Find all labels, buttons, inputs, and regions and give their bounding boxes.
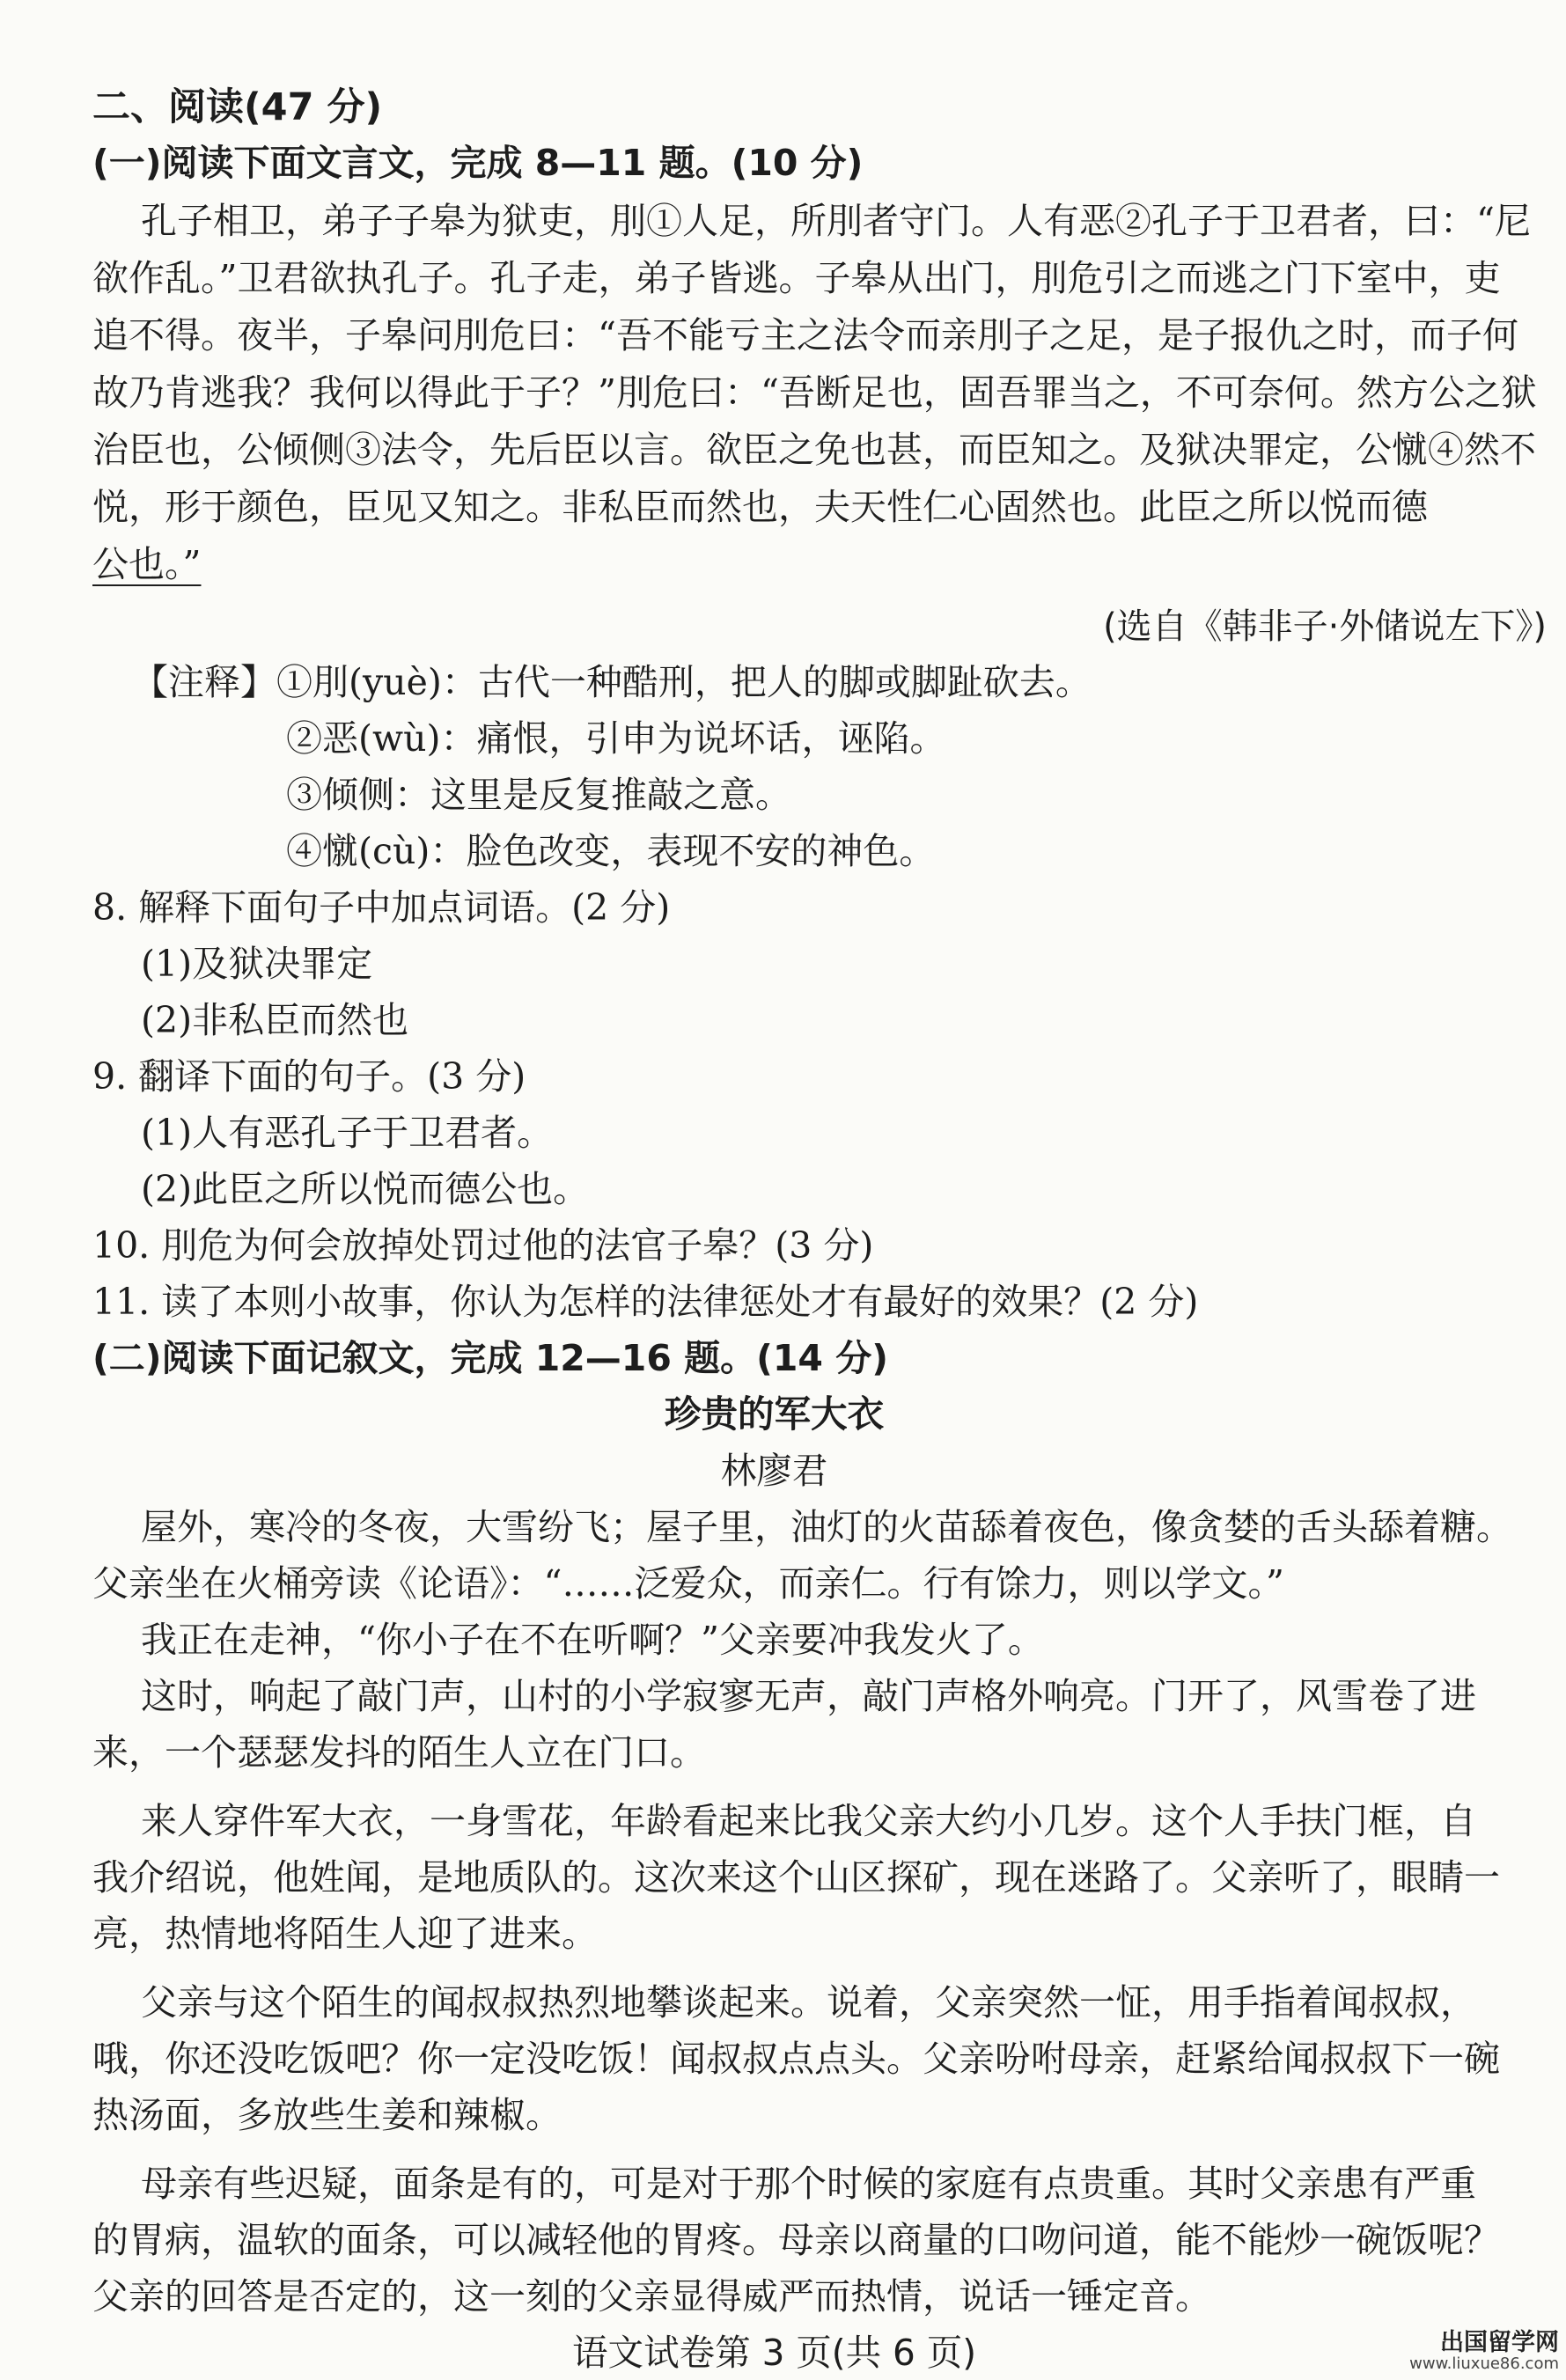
story-author: 林廖君 [720,1450,828,1492]
story-line-14: 父亲的回答是否定的，这一刻的父亲显得威严而热情，说话一锤定音。 [92,2275,1211,2318]
story-line-13: 的胃病，温软的面条，可以减轻他的胃疼。母亲以商量的口吻问道，能不能炒一碗饭呢？ [92,2219,1500,2261]
question-11: 11. 读了本则小故事，你认为怎样的法律惩处才有最好的效果？(2 分) [92,1281,1199,1323]
site-watermark [1409,2330,1559,2373]
passage1-line-2: 欲作乱。”卫君欲执孔子。孔子走，弟子皆逃。子皋从出门，刖危引之而逃之门下室中，吏 [92,257,1501,299]
passage1-line-4: 故乃肯逃我？我何以得此于子？”刖危曰：“吾断足也，固吾罪当之，不可奈何。然方公之狱 [92,371,1537,414]
question-8-item-1: (1)及狱决罪定 [141,943,373,985]
watermark-name: 出国留学网 [1440,2328,1559,2356]
question-10: 10. 刖危为何会放掉处罚过他的法官子皋？(3 分) [92,1224,874,1267]
story-line-7: 我介绍说，他姓闻，是地质队的。这次来这个山区探矿，现在迷路了。父亲听了，眼睛一 [92,1856,1500,1899]
story-line-9: 父亲与这个陌生的闻叔叔热烈地攀谈起来。说着，父亲突然一怔，用手指着闻叔叔， [141,1981,1476,2024]
story-line-10: 哦，你还没吃饭吧？你一定没吃饭！闻叔叔点点头。父亲吩咐母亲，赶紧给闻叔叔下一碗 [92,2038,1500,2080]
passage1-source: (选自《韩非子·外储说左下》) [1103,606,1547,647]
note-3: ③倾侧：这里是反复推敲之意。 [286,774,791,816]
question-9-item-2: (2)此臣之所以悦而德公也。 [141,1168,590,1210]
passage1-line-1: 孔子相卫，弟子子皋为狱吏，刖①人足，所刖者守门。人有恶②孔子于卫君者，曰：“尼 [141,200,1531,242]
watermark-url: www.liuxue86.com [1409,2354,1559,2374]
passage1-line-7: 公也。” [92,543,202,585]
story-line-12: 母亲有些迟疑，面条是有的，可是对于那个时候的家庭有点贵重。其时父亲患有严重 [141,2163,1476,2205]
story-title: 珍贵的军大衣 [664,1392,885,1436]
question-8: 8. 解释下面句子中加点词语。(2 分) [92,886,671,929]
part1-instruction: (一)阅读下面文言文，完成 8—11 题。(10 分) [92,142,864,184]
note-1: 【注释】①刖(yuè)：古代一种酷刑，把人的脚或脚趾砍去。 [132,661,1092,703]
part2-instruction: (二)阅读下面记叙文，完成 12—16 题。(14 分) [92,1337,888,1379]
story-line-11: 热汤面，多放些生姜和辣椒。 [92,2094,562,2136]
note-4: ④憱(cù)：脸色改变，表现不安的神色。 [286,830,936,872]
story-line-2: 父亲坐在火桶旁读《论语》：“……泛爱众，而亲仁。行有馀力，则以学文。” [92,1562,1284,1605]
story-line-4: 这时，响起了敲门声，山村的小学寂寥无声，敲门声格外响亮。门开了，风雪卷了进 [141,1675,1476,1717]
passage1-line-3: 追不得。夜半，子皋问刖危曰：“吾不能亏主之法令而亲刖子之足，是子报仇之时，而子何 [92,314,1518,356]
story-line-8: 亮，热情地将陌生人迎了进来。 [92,1913,598,1955]
question-8-item-2: (2)非私臣而然也 [141,999,409,1041]
story-line-5: 来，一个瑟瑟发抖的陌生人立在门口。 [92,1731,706,1774]
note-2: ②恶(wù)：痛恨，引申为说坏话，诬陷。 [286,717,946,760]
story-line-6: 来人穿件军大衣，一身雪花，年龄看起来比我父亲大约小几岁。这个人手扶门框，自 [141,1800,1476,1842]
question-9: 9. 翻译下面的句子。(3 分) [92,1055,526,1098]
passage1-line-6: 悦，形于颜色，臣见又知之。非私臣而然也，夫天性仁心固然也。此臣之所以悦而德 [92,486,1428,528]
section-header: 二、阅读(47 分) [92,85,383,129]
passage1-line-5: 治臣也，公倾侧③法令，先后臣以言。欲臣之免也甚，而臣知之。及狱决罪定，公憱④然不 [92,429,1536,471]
question-9-item-1: (1)人有恶孔子于卫君者。 [141,1112,554,1154]
page-footer: 语文试卷第 3 页(共 6 页) [571,2332,977,2374]
story-line-3: 我正在走神，“你小子在不在听啊？”父亲要冲我发火了。 [141,1619,1044,1661]
story-line-1: 屋外，寒冷的冬夜，大雪纷飞；屋子里，油灯的火苗舔着夜色，像贪婪的舌头舔着糖。 [141,1506,1512,1548]
